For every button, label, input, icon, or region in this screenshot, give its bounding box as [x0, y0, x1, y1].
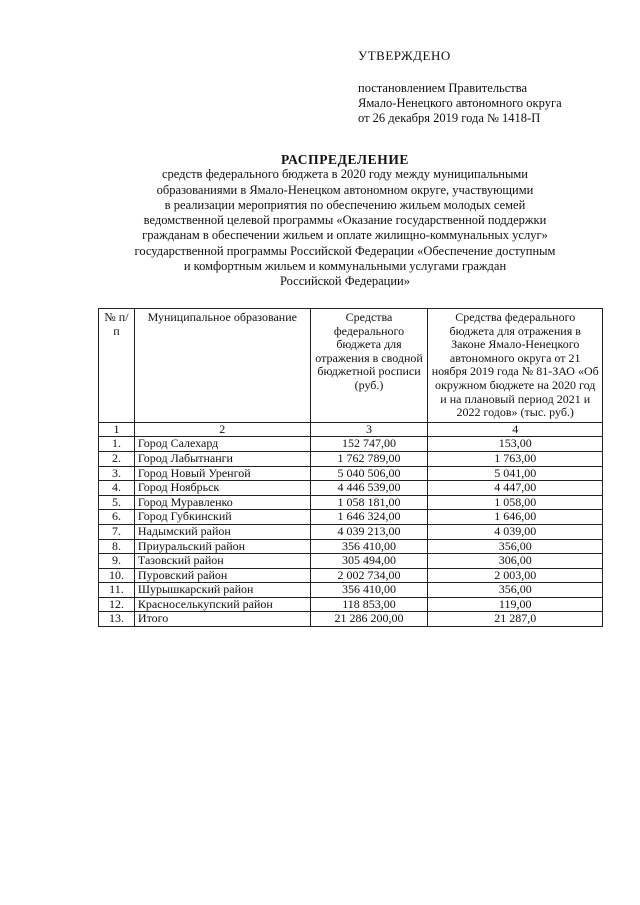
table-row	[99, 568, 603, 583]
row-funds-law: 356,00	[428, 539, 603, 554]
row-municipality: Город Лабытнанги	[134, 451, 310, 466]
row-funds-law: 306,00	[428, 554, 603, 569]
row-funds-roll: 2 002 734,00	[310, 568, 428, 583]
row-number: 4.	[99, 481, 135, 496]
row-funds-roll: 5 040 506,00	[310, 466, 428, 481]
header-no: № п/п	[99, 309, 135, 423]
row-funds-roll: 356 410,00	[310, 539, 428, 554]
row-municipality: Город Губкинский	[134, 510, 310, 525]
row-number: 11.	[99, 583, 135, 598]
row-municipality: Приуральский район	[134, 539, 310, 554]
row-municipality: Красноселькупский район	[134, 597, 310, 612]
approval-stamp	[358, 48, 562, 126]
table-header-row	[99, 309, 603, 423]
subtitle-line: и комфортным жильем и коммунальными услугами граждан	[183, 259, 507, 274]
row-funds-law: 1 058,00	[428, 495, 603, 510]
row-funds-roll: 21 286 200,00	[310, 612, 428, 627]
row-municipality: Тазовский район	[134, 554, 310, 569]
distribution-table	[98, 308, 603, 627]
row-municipality: Город Ноябрьск	[134, 481, 310, 496]
column-index: 1	[99, 422, 135, 437]
row-municipality: Надымский район	[134, 524, 310, 539]
row-municipality: Шурышкарский район	[134, 583, 310, 598]
row-number: 13.	[99, 612, 135, 627]
table-row	[99, 437, 603, 452]
column-index-row	[99, 422, 603, 437]
row-number: 3.	[99, 466, 135, 481]
subtitle-line: Российской Федерации»	[279, 274, 410, 289]
subtitle-line: в реализации мероприятия по обеспечению жильем молодых семей	[164, 197, 526, 212]
column-index: 3	[310, 422, 428, 437]
table-row	[99, 451, 603, 466]
subtitle-line: ведомственной целевой программы «Оказание государственной поддержки	[143, 213, 547, 228]
row-funds-law: 119,00	[428, 597, 603, 612]
row-number: 12.	[99, 597, 135, 612]
approval-heading: УТВЕРЖДЕНО	[358, 48, 451, 63]
row-funds-law: 4 447,00	[428, 481, 603, 496]
column-index: 4	[428, 422, 603, 437]
row-number: 6.	[99, 510, 135, 525]
table-body	[99, 422, 603, 626]
row-funds-roll: 1 058 181,00	[310, 495, 428, 510]
column-index: 2	[134, 422, 310, 437]
row-funds-law: 4 039,00	[428, 524, 603, 539]
header-funds-law: Средства федерального бюджета для отражения в Законе Ямало-Ненецкого автономного округа от 21 ноября 2019 года № 81-ЗАО «Об окружном бюджете на 2020 год и на плановый период 2021 и 2022 годов» (тыс. руб.)	[428, 309, 603, 423]
row-funds-roll: 1 646 324,00	[310, 510, 428, 525]
subtitle-line: гражданам в обеспечении жильем и оплате жилищно-коммунальных услуг»	[142, 228, 548, 243]
subtitle-line: средств федерального бюджета в 2020 году между муниципальными	[162, 167, 528, 182]
row-funds-roll: 356 410,00	[310, 583, 428, 598]
approval-line: от 26 декабря 2019 года № 1418-П	[358, 111, 541, 125]
subtitle-line: образованиями в Ямало-Ненецком автономном округе, участвующими	[156, 182, 534, 197]
table-row	[99, 466, 603, 481]
row-number: 10.	[99, 568, 135, 583]
table-row	[99, 583, 603, 598]
row-funds-law: 2 003,00	[428, 568, 603, 583]
row-funds-law: 1 646,00	[428, 510, 603, 525]
row-municipality: Пуровский район	[134, 568, 310, 583]
row-funds-law: 21 287,0	[428, 612, 603, 627]
row-number: 8.	[99, 539, 135, 554]
row-funds-roll: 4 446 539,00	[310, 481, 428, 496]
approval-line: постановлением Правительства	[358, 81, 528, 95]
row-municipality: Город Салехард	[134, 437, 310, 452]
table-row	[99, 539, 603, 554]
row-funds-roll: 152 747,00	[310, 437, 428, 452]
row-funds-law: 356,00	[428, 583, 603, 598]
row-funds-law: 1 763,00	[428, 451, 603, 466]
table-row	[99, 554, 603, 569]
row-funds-roll: 118 853,00	[310, 597, 428, 612]
subtitle-line: государственной программы Российской Федерации «Обеспечение доступным	[134, 243, 556, 258]
document-title: РАСПРЕДЕЛЕНИЕ	[280, 152, 410, 167]
row-number: 7.	[99, 524, 135, 539]
header-funds-roll: Средства федерального бюджета для отражения в сводной бюджетной росписи (руб.)	[310, 309, 428, 423]
row-number: 1.	[99, 437, 135, 452]
row-funds-roll: 4 039 213,00	[310, 524, 428, 539]
table-row	[99, 524, 603, 539]
table-row	[99, 597, 603, 612]
table-row	[99, 495, 603, 510]
approval-line: Ямало-Ненецкого автономного округа	[358, 96, 562, 110]
row-municipality: Город Муравленко	[134, 495, 310, 510]
row-municipality: Итого	[134, 612, 310, 627]
row-number: 2.	[99, 451, 135, 466]
table-row	[99, 510, 603, 525]
row-funds-roll: 1 762 789,00	[310, 451, 428, 466]
row-municipality: Город Новый Уренгой	[134, 466, 310, 481]
row-funds-roll: 305 494,00	[310, 554, 428, 569]
row-number: 9.	[99, 554, 135, 569]
row-funds-law: 153,00	[428, 437, 603, 452]
row-number: 5.	[99, 495, 135, 510]
document-title-block	[90, 152, 600, 290]
header-municipality: Муниципальное образование	[134, 309, 310, 423]
table-row	[99, 481, 603, 496]
table-row	[99, 612, 603, 627]
row-funds-law: 5 041,00	[428, 466, 603, 481]
